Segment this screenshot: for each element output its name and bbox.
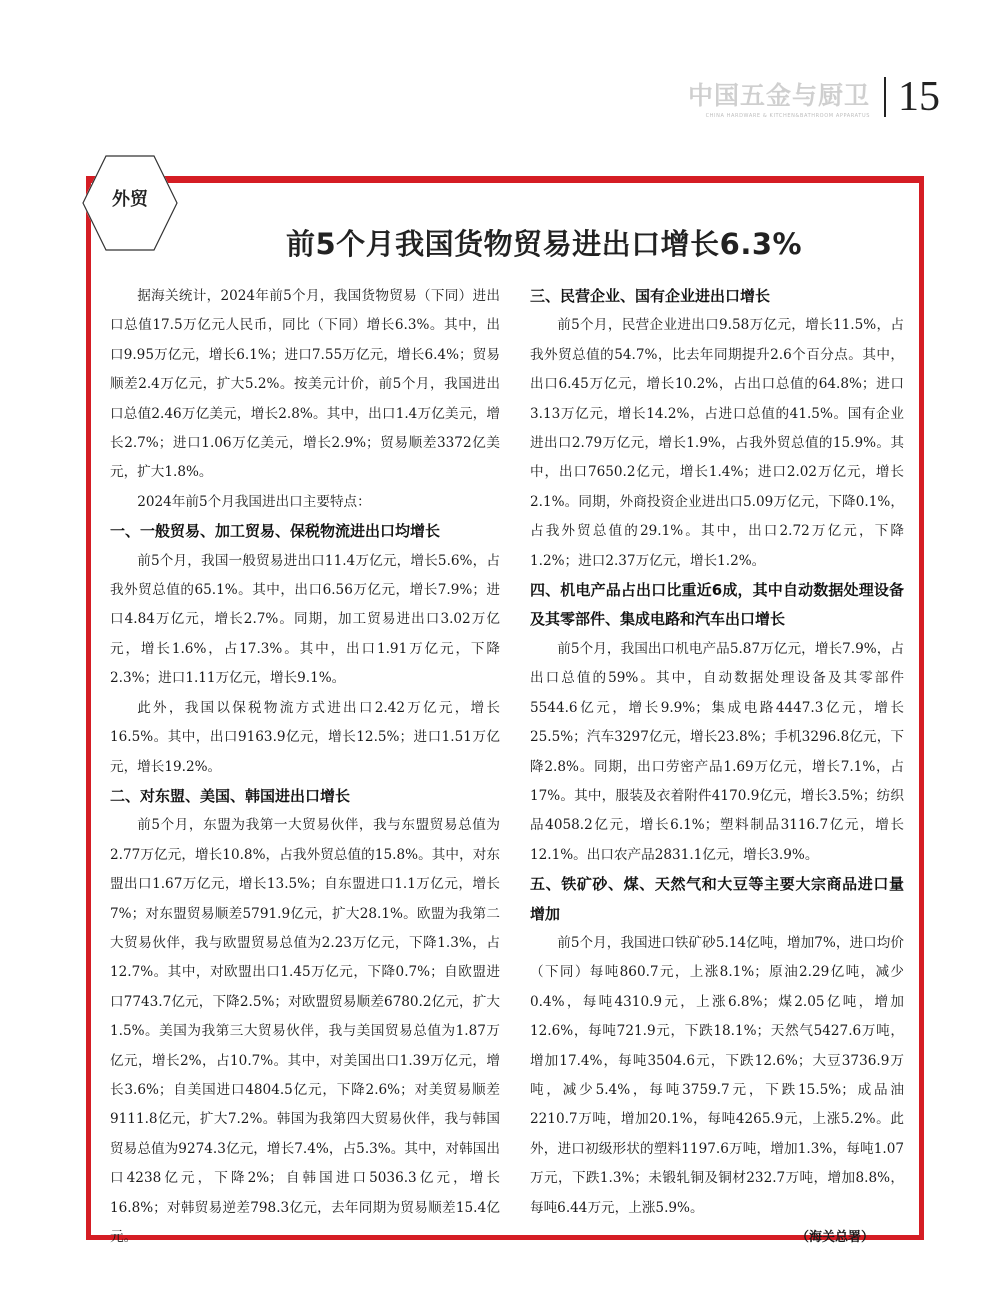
- body-paragraph: 此外，我国以保税物流方式进出口2.42万亿元，增长16.5%。其中，出口9163.9亿元，增长12.5%；进口1.51万亿元，增长19.2%。: [110, 699, 500, 775]
- body-paragraph: 前5个月，我国一般贸易进出口11.4万亿元，增长5.6%，占我外贸总值的65.1%。其中，出口6.56万亿元，增长7.9%；进口4.84万亿元，增长2.7%。同期，加工贸易进出口3.02万亿元，增长1.6%，占17.3%。其中，出口1.91万亿元，下降2.3%；进口1.11万亿元，增长9.1%。: [110, 552, 500, 687]
- body-paragraph: 2024年前5个月我国进出口主要特点：: [137, 493, 371, 510]
- section-heading: 三、民营企业、国有企业进出口增长: [530, 287, 771, 305]
- section-heading: 四、机电产品占出口比重近6成，其中自动数据处理设备及其零部件、集成电路和汽车出口增长: [530, 581, 904, 629]
- header-divider: [884, 77, 886, 117]
- section-heading: 二、对东盟、美国、韩国进出口增长: [110, 786, 351, 805]
- body-paragraph: 据海关统计，2024年前5个月，我国货物贸易（下同）进出口总值17.5万亿元人民币，同比（下同）增长6.3%。其中，出口9.95万亿元，增长6.1%；进口7.55万亿元，增长6.4%；贸易顺差2.4万亿元，扩大5.2%。按美元计价，前5个月，我国进出口总值2.46万亿美元，增长2.8%。其中，出口1.4万亿美元，增长2.7%；进口1.06万亿美元，增长2.9%；贸易顺差3372亿美元，扩大1.8%。: [110, 288, 500, 481]
- article-right-column: [530, 282, 904, 1252]
- body-paragraph: 前5个月，东盟为我第一大贸易伙伴，我与东盟贸易总值为2.77万亿元，增长10.8%，占我外贸总值的15.8%。其中，对东盟出口1.67万亿元，增长13.5%；自东盟进口1.1万亿元，增长7%；对东盟贸易顺差5791.9亿元，扩大28.1%。欧盟为我第二大贸易伙伴，我与欧盟贸易总值为2.23万亿元，下降1.3%，占12.7%。其中，对欧盟出口1.45万亿元，下降0.7%；自欧盟进口7743.7亿元，下降2.5%；对欧盟贸易顺差6780.2亿元，扩大1.5%。美国为我第三大贸易伙伴，我与美国贸易总值为1.87万亿元，增长2%，占10.7%。其中，对美国出口1.39万亿元，增长3.6%；自美国进口4804.5亿元，下降2.6%；对美贸易顺差9111.8亿元，扩大7.2%。韩国为我第四大贸易伙伴，我与韩国贸易总值为9274.3亿元，增长7.4%，占5.3%。其中，对韩国出口4238亿元，下降2%；自韩国进口5036.3亿元，增长16.8%；对韩贸易逆差798.3亿元，去年同期为贸易顺差15.4亿元。: [110, 817, 500, 1245]
- logo-title: 中国五金与厨卫: [687, 80, 870, 110]
- article-source: （海关总署）: [795, 1230, 874, 1245]
- logo-subtitle: CHINA HARDWARE & KITCHEN&BATHROOM APPARATUS: [705, 112, 870, 119]
- section-tag: 外贸: [112, 189, 148, 210]
- body-paragraph: 前5个月，我国出口机电产品5.87万亿元，增长7.9%，占出口总值的59%。其中，自动数据处理设备及其零部件5544.6亿元，增长9.9%；集成电路4447.3亿元，增长25.5%；汽车3297亿元，增长23.8%；手机3296.8亿元，下降2.8%。同期，出口劳密产品1.69万亿元，增长7.1%，占17%。其中，服装及衣着附件4170.9亿元，增长3.5%；纺织品4058.2亿元，增长6.1%；塑料制品3116.7亿元，增长12.1%。出口农产品2831.1亿元，增长3.9%。: [530, 640, 904, 863]
- body-paragraph: 前5个月，民营企业进出口9.58万亿元，增长11.5%，占我外贸总值的54.7%，比去年同期提升2.6个百分点。其中，出口6.45万亿元，增长10.2%，占出口总值的64.8%；进口3.13万亿元，增长14.2%，占进口总值的41.5%。国有企业进出口2.79万亿元，增长1.9%，占我外贸总值的15.9%。其中，出口7650.2亿元，增长1.4%；进口2.02万亿元，增长2.1%。同期，外商投资企业进出口5.09万亿元，下降0.1%，占我外贸总值的29.1%。其中，出口2.72万亿元，下降1.2%；进口2.37万亿元，增长1.2%。: [530, 317, 904, 569]
- page-header: [688, 72, 940, 122]
- page-number: 15: [898, 74, 940, 120]
- section-heading: 五、铁矿砂、煤、天然气和大豆等主要大宗商品进口量增加: [530, 875, 904, 923]
- magazine-logo: [688, 76, 870, 119]
- article-title: 前5个月我国货物贸易进出口增长6.3%: [286, 227, 803, 261]
- article-left-column: [110, 282, 500, 1252]
- section-heading: 一、一般贸易、加工贸易、保税物流进出口均增长: [110, 522, 441, 541]
- body-paragraph: 前5个月，我国进口铁矿砂5.14亿吨，增加7%，进口均价（下同）每吨860.7元，上涨8.1%；原油2.29亿吨，减少0.4%，每吨4310.9元，上涨6.8%；煤2.05亿吨，增加12.6%，每吨721.9元，下跌18.1%；天然气5427.6万吨，增加17.4%，每吨3504.6元，下跌12.6%；大豆3736.9万吨，减少5.4%，每吨3759.7元，下跌15.5%；成品油2210.7万吨，增加20.1%，每吨4265.9元，上涨5.2%。此外，进口初级形状的塑料1197.6万吨，增加1.3%，每吨1.07万元，下跌1.3%；未锻轧铜及铜材232.7万吨，增加8.8%，每吨6.44万元，上涨5.9%。: [530, 934, 904, 1216]
